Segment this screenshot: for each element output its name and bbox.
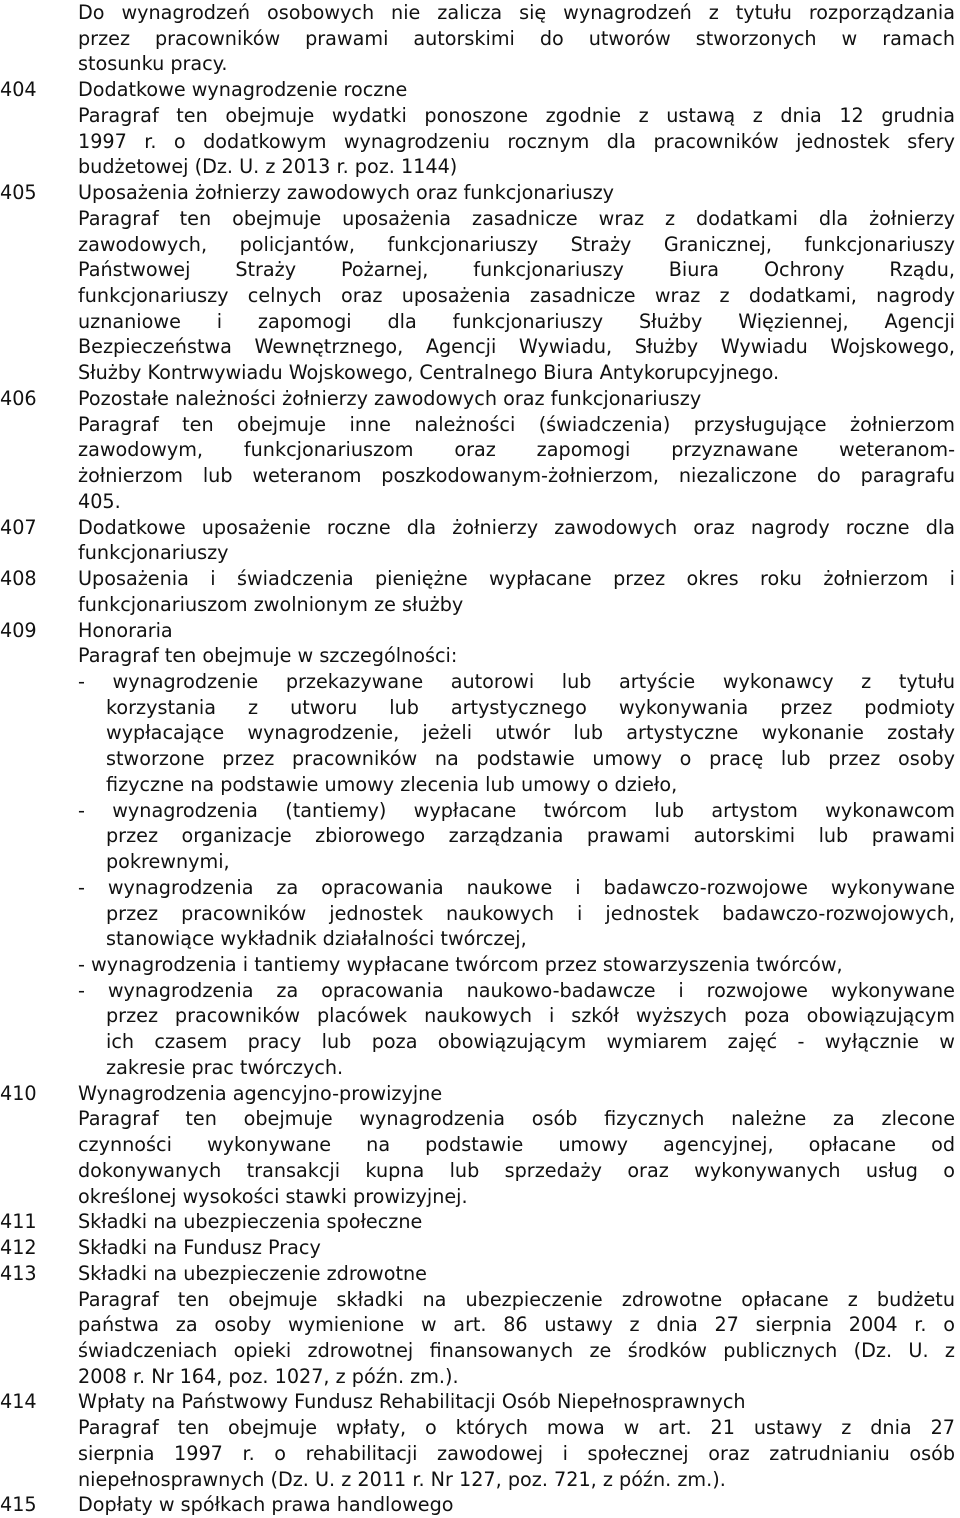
paragraph-text: świadczeniach opieki zdrowotnej finansowanych ze środków publicznych (Dz. U. z [78, 1338, 955, 1362]
text-line [0, 772, 960, 798]
text-line [0, 643, 960, 669]
paragraph-text: przez pracowników jednostek naukowych i jednostek badawczo-rozwojowych, [106, 901, 955, 925]
text-line [0, 1003, 960, 1029]
text-line [0, 1312, 960, 1338]
paragraph-heading-line [0, 566, 960, 592]
paragraph-number: 408 [0, 567, 37, 591]
text-line [0, 129, 960, 155]
text-line [0, 103, 960, 129]
paragraph-title: Pozostałe należności żołnierzy zawodowych oraz funkcjonariuszy [78, 386, 702, 410]
text-line [0, 695, 960, 721]
paragraph-number: 404 [0, 78, 37, 102]
text-line [0, 1441, 960, 1467]
text-line [0, 1158, 960, 1184]
paragraph-text: Paragraf ten obejmuje wydatki ponoszone zgodnie z ustawą z dnia 12 grudnia [78, 103, 955, 127]
text-line [0, 1106, 960, 1132]
paragraph-text: państwa za osoby wymienione w art. 86 ustawy z dnia 27 sierpnia 2004 r. o [78, 1313, 955, 1337]
paragraph-text: fizyczne na podstawie umowy zlecenia lub umowy o dzieło, [106, 772, 678, 796]
paragraph-text: 2008 r. Nr 164, poz. 1027, z późn. zm.). [78, 1364, 459, 1388]
paragraph-number: 413 [0, 1261, 37, 1285]
paragraph-number: 412 [0, 1236, 37, 1260]
text-line [0, 1364, 960, 1390]
text-line [0, 978, 960, 1004]
paragraph-heading-line [0, 1081, 960, 1107]
paragraph-text: - wynagrodzenia (tantiemy) wypłacane twórcom lub artystom wykonawcom [78, 798, 955, 822]
text-line [0, 849, 960, 875]
text-line [0, 669, 960, 695]
text-line [0, 1132, 960, 1158]
text-line [0, 26, 960, 52]
paragraph-number: 409 [0, 618, 37, 642]
paragraph-text: Paragraf ten obejmuje w szczególności: [78, 644, 458, 668]
paragraph-text: sierpnia 1997 r. o rehabilitacji zawodowej i społecznej oraz zatrudnianiu osób [78, 1441, 955, 1465]
paragraph-text: czynności wykonywane na podstawie umowy agencyjnej, opłacane od [78, 1133, 955, 1157]
paragraph-heading-line [0, 515, 960, 541]
paragraph-text: 1997 r. o dodatkowym wynagrodzeniu rocznym dla pracowników jednostek sfery [78, 129, 955, 153]
paragraph-text: określonej wysokości stawki prowizyjnej. [78, 1184, 468, 1208]
paragraph-heading-line [0, 1235, 960, 1261]
paragraph-text: pokrewnymi, [106, 850, 230, 874]
paragraph-text: Paragraf ten obejmuje wpłaty, o których mowa w art. 21 ustawy z dnia 27 [78, 1416, 955, 1440]
paragraph-number: 415 [0, 1493, 37, 1517]
paragraph-heading-line [0, 180, 960, 206]
text-line [0, 746, 960, 772]
text-line [0, 1467, 960, 1493]
paragraph-heading-line [0, 1261, 960, 1287]
paragraph-text: Państwowej Straży Pożarnej, funkcjonariuszy Biura Ochrony Rządu, [78, 258, 955, 282]
paragraph-number: 405 [0, 181, 37, 205]
paragraph-text: - wynagrodzenie przekazywane autorowi lub artyście wykonawcy z tytułu [78, 669, 955, 693]
paragraph-heading-line [0, 386, 960, 412]
paragraph-number: 407 [0, 515, 37, 539]
paragraph-title: Składki na Fundusz Pracy [78, 1236, 321, 1260]
text-line [0, 154, 960, 180]
paragraph-heading-line [0, 618, 960, 644]
paragraph-text: funkcjonariuszy celnych oraz uposażenia zasadnicze wraz z dodatkami, nagrody [78, 284, 955, 308]
paragraph-text: uznaniowe i zapomogi dla funkcjonariuszy Służby Więziennej, Agencji [78, 309, 955, 333]
text-line [0, 1029, 960, 1055]
paragraph-text: funkcjonariuszy [78, 541, 229, 565]
text-line [0, 360, 960, 386]
text-line [0, 412, 960, 438]
paragraph-text: - wynagrodzenia za opracowania naukowo-badawcze i rozwojowe wykonywane [78, 978, 955, 1002]
paragraph-text: stanowiące wykładnik działalności twórczej, [106, 927, 527, 951]
paragraph-number: 414 [0, 1390, 37, 1414]
paragraph-title: Uposażenia i świadczenia pieniężne wypłacane przez okres roku żołnierzom i [78, 567, 955, 591]
paragraph-number: 410 [0, 1081, 37, 1105]
paragraph-text: Paragraf ten obejmuje inne należności (świadczenia) przysługujące żołnierzom [78, 412, 955, 436]
text-line [0, 206, 960, 232]
paragraph-text: Paragraf ten obejmuje uposażenia zasadnicze wraz z dodatkami dla żołnierzy [78, 206, 955, 230]
paragraph-text: przez pracowników placówek naukowych i szkół wyższych poza obowiązującym [106, 1004, 955, 1028]
paragraph-heading-line [0, 77, 960, 103]
text-line [0, 1055, 960, 1081]
paragraph-text: niepełnosprawnych (Dz. U. z 2011 r. Nr 127, poz. 721, z późn. zm.). [78, 1467, 726, 1491]
paragraph-text: dokonywanych transakcji kupna lub sprzedaży oraz wykonywanych usług o [78, 1158, 955, 1182]
text-line [0, 309, 960, 335]
paragraph-text: przez pracowników prawami autorskimi do utworów stworzonych w ramach [78, 26, 955, 50]
paragraph-text: funkcjonariuszom zwolnionym ze służby [78, 592, 464, 616]
text-line [0, 1287, 960, 1313]
text-line [0, 1338, 960, 1364]
paragraph-text: budżetowej (Dz. U. z 2013 r. poz. 1144) [78, 155, 458, 179]
paragraph-text: Służby Kontrwywiadu Wojskowego, Centralnego Biura Antykorupcyjnego. [78, 361, 780, 385]
paragraph-text: Paragraf ten obejmuje wynagrodzenia osób fizycznych należne za zlecone [78, 1107, 955, 1131]
paragraph-title: Wynagrodzenia agencyjno-prowizyjne [78, 1081, 443, 1105]
paragraph-text: żołnierzom lub weteranom poszkodowanym-żołnierzom, niezaliczone do paragrafu [78, 464, 955, 488]
paragraph-title: Dopłaty w spółkach prawa handlowego [78, 1493, 454, 1517]
paragraph-title: Składki na ubezpieczenia społeczne [78, 1210, 423, 1234]
paragraph-title: Składki na ubezpieczenie zdrowotne [78, 1261, 427, 1285]
text-line [0, 798, 960, 824]
paragraph-title: Dodatkowe uposażenie roczne dla żołnierzy zawodowych oraz nagrody roczne dla [78, 515, 955, 539]
text-line [0, 952, 960, 978]
paragraph-title: Dodatkowe wynagrodzenie roczne [78, 78, 408, 102]
paragraph-text: 405. [78, 489, 121, 513]
paragraph-text: stosunku pracy. [78, 52, 228, 76]
paragraph-text: ich czasem pracy lub poza obowiązującym wymiarem zajęć - wyłącznie w [106, 1030, 955, 1054]
text-line [0, 823, 960, 849]
text-line [0, 232, 960, 258]
text-line [0, 0, 960, 26]
paragraph-title: Honoraria [78, 618, 173, 642]
text-line [0, 463, 960, 489]
paragraph-text: zakresie prac twórczych. [106, 1055, 344, 1079]
text-line [0, 283, 960, 309]
paragraph-heading-line [0, 1209, 960, 1235]
paragraph-number: 411 [0, 1210, 37, 1234]
paragraph-text: - wynagrodzenia za opracowania naukowe i badawczo-rozwojowe wykonywane [78, 875, 955, 899]
text-line [0, 51, 960, 77]
paragraph-title: Uposażenia żołnierzy zawodowych oraz funkcjonariuszy [78, 181, 615, 205]
text-line [0, 875, 960, 901]
text-line [0, 926, 960, 952]
text-line [0, 540, 960, 566]
text-line [0, 1184, 960, 1210]
paragraph-text: korzystania z utworu lub artystycznego wykonywania przez podmioty [106, 695, 955, 719]
text-line [0, 901, 960, 927]
paragraph-text: Bezpieczeństwa Wewnętrznego, Agencji Wywiadu, Służby Wywiadu Wojskowego, [78, 335, 955, 359]
paragraph-text: stworzone przez pracowników na podstawie umowy o pracę lub przez osoby [106, 747, 955, 771]
text-line [0, 437, 960, 463]
text-line [0, 257, 960, 283]
paragraph-text: wypłacające wynagrodzenie, jeżeli utwór lub artystyczne wykonanie zostały [106, 721, 955, 745]
paragraph-text: przez organizacje zbiorowego zarządzania prawami autorskimi lub prawami [106, 824, 955, 848]
text-line [0, 592, 960, 618]
text-line [0, 1415, 960, 1441]
paragraph-title: Wpłaty na Państwowy Fundusz Rehabilitacji Osób Niepełnosprawnych [78, 1390, 746, 1414]
paragraph-text: Do wynagrodzeń osobowych nie zalicza się wynagrodzeń z tytułu rozporządzania [78, 1, 955, 24]
text-line [0, 489, 960, 515]
text-line [0, 720, 960, 746]
text-line [0, 334, 960, 360]
paragraph-text: Paragraf ten obejmuje składki na ubezpieczenie zdrowotne opłacane z budżetu [78, 1287, 955, 1311]
paragraph-text: zawodowym, funkcjonariuszom oraz zapomogi przyznawane weteranom- [78, 438, 955, 462]
paragraph-text: - wynagrodzenia i tantiemy wypłacane twórcom przez stowarzyszenia twórców, [78, 953, 843, 976]
paragraph-heading-line [0, 1492, 960, 1518]
paragraph-text: zawodowych, policjantów, funkcjonariuszy Straży Granicznej, funkcjonariuszy [78, 232, 955, 256]
paragraph-number: 406 [0, 386, 37, 410]
paragraph-heading-line [0, 1389, 960, 1415]
